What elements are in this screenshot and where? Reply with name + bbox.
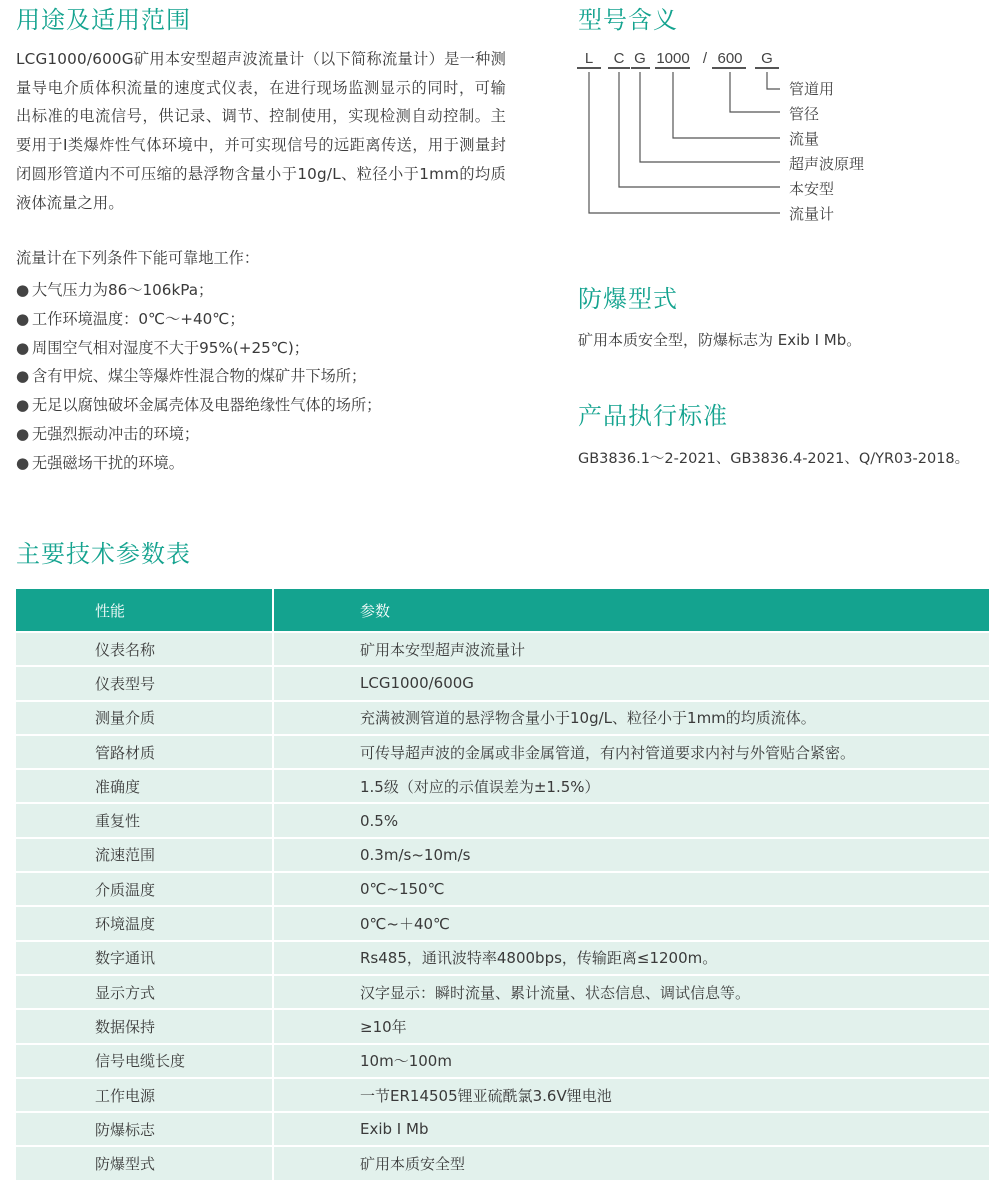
table-row (16, 1009, 989, 1043)
model-heading: 型号含义 (578, 6, 678, 34)
standard-text: GB3836.1～2-2021、GB3836.4-2021、Q/YR03-2018。 (578, 451, 970, 467)
condition-item: ● 无足以腐蚀破坏金属壳体及电器绝缘性气体的场所； (16, 391, 381, 420)
condition-item: ● 周围空气相对湿度不大于95%(+25℃)； (16, 334, 381, 363)
row-label: 流速范围 (16, 838, 273, 872)
table-row (16, 666, 989, 700)
table-row (16, 838, 989, 872)
row-label: 信号电缆长度 (16, 1044, 273, 1078)
row-value: 0.5% (273, 803, 989, 837)
row-label: 数字通讯 (16, 941, 273, 975)
code-letter: G (634, 50, 646, 67)
row-label: 管路材质 (16, 735, 273, 769)
row-value: 0℃~150℃ (273, 872, 989, 906)
row-label: 测量介质 (16, 701, 273, 735)
meaning-label: 超声波原理 (789, 156, 865, 173)
row-label: 防爆标志 (16, 1112, 273, 1146)
row-label: 介质温度 (16, 872, 273, 906)
table-header-row (16, 589, 989, 632)
explosion-text: 矿用本质安全型，防爆标志为 Exib I Mb。 (578, 331, 862, 349)
usage-heading: 用途及适用范围 (16, 6, 191, 34)
meaning-label: 流量 (789, 131, 820, 148)
table-row (16, 1044, 989, 1078)
table-row (16, 906, 989, 940)
row-label: 工作电源 (16, 1078, 273, 1112)
table-row (16, 1112, 989, 1146)
table-row (16, 632, 989, 666)
row-value: Exib I Mb (273, 1112, 989, 1146)
table-heading: 主要技术参数表 (16, 540, 191, 568)
condition-item: ● 工作环境温度：0℃～+40℃； (16, 305, 381, 334)
row-label: 显示方式 (16, 975, 273, 1009)
connector-lines (577, 67, 780, 213)
row-value: Rs485，通讯波特率4800bps，传输距离≤1200m。 (273, 941, 989, 975)
condition-item: ● 含有甲烷、煤尘等爆炸性混合物的煤矿井下场所； (16, 362, 381, 391)
row-value: 一节ER14505锂亚硫酰氯3.6V锂电池 (273, 1078, 989, 1112)
code-letter: C (613, 50, 625, 67)
code-letter: / (702, 50, 708, 67)
row-value: LCG1000/600G (273, 666, 989, 700)
code-letter: L (584, 50, 594, 67)
usage-paragraph: LCG1000/600G矿用本安型超声波流量计（以下简称流量计）是一种测量导电介质体积流量的速度式仪表，在进行现场监测显示的同时，可输出标准的电流信号，供记录、调节、控制使用，实现检测自动控制。主要用于Ⅰ类爆炸性气体环境中，并可实现信号的远距离传送，用于测量封闭圆形管道内不可压缩的悬浮物含量小于10g/L、粒径小于1mm的均质液体流量之用。 (16, 50, 506, 212)
bullet-icon: ● (16, 281, 30, 299)
row-value: 0.3m/s~10m/s (273, 838, 989, 872)
standard-heading: 产品执行标准 (578, 402, 728, 430)
bullet-icon: ● (16, 396, 30, 415)
table-row (16, 701, 989, 735)
column-header: 性能 (16, 589, 273, 632)
table-row (16, 735, 989, 769)
row-value: 可传导超声波的金属或非金属管道，有内衬管道要求内衬与外管贴合紧密。 (273, 735, 989, 769)
conditions-title: 流量计在下列条件下能可靠地工作： (16, 249, 259, 267)
model-code-diagram (575, 44, 885, 229)
row-label: 数据保持 (16, 1009, 273, 1043)
row-label: 环境温度 (16, 906, 273, 940)
row-value: ≥10年 (273, 1009, 989, 1043)
explosion-heading: 防爆型式 (578, 285, 678, 313)
row-label: 防爆型式 (16, 1146, 273, 1179)
table-row (16, 872, 989, 906)
table-row (16, 975, 989, 1009)
row-value: 汉字显示：瞬时流量、累计流量、状态信息、调试信息等。 (273, 975, 989, 1009)
bullet-icon: ● (16, 367, 30, 386)
row-value: 矿用本安型超声波流量计 (273, 632, 989, 666)
code-letter: 600 (717, 50, 743, 67)
bullet-icon: ● (16, 453, 30, 472)
row-value: 1.5级（对应的示值误差为±1.5%） (273, 769, 989, 803)
table-row (16, 941, 989, 975)
meaning-label: 本安型 (789, 181, 835, 198)
parameter-table (16, 589, 989, 1180)
row-value: 10m～100m (273, 1044, 989, 1078)
bullet-icon: ● (16, 338, 30, 357)
table-row (16, 803, 989, 837)
condition-item: ● 无强磁场干扰的环境。 (16, 449, 381, 478)
table-row (16, 1078, 989, 1112)
bullet-icon: ● (16, 309, 30, 328)
bullet-icon: ● (16, 424, 30, 443)
column-header: 参数 (273, 589, 989, 632)
conditions-list (16, 276, 381, 478)
code-letter: 1000 (656, 50, 690, 67)
row-label: 仪表型号 (16, 666, 273, 700)
row-label: 准确度 (16, 769, 273, 803)
condition-item: ● 大气压力为86～106kPa； (16, 276, 381, 305)
meaning-label: 流量计 (789, 206, 835, 223)
row-value: 充满被测管道的悬浮物含量小于10g/L、粒径小于1mm的均质流体。 (273, 701, 989, 735)
row-label: 重复性 (16, 803, 273, 837)
row-label: 仪表名称 (16, 632, 273, 666)
table-row (16, 769, 989, 803)
row-value: 矿用本质安全型 (273, 1146, 989, 1179)
code-letter: G (761, 50, 773, 67)
meaning-label: 管道用 (789, 81, 835, 98)
row-value: 0℃~＋40℃ (273, 906, 989, 940)
meaning-label: 管径 (789, 106, 820, 123)
table-row (16, 1146, 989, 1179)
condition-item: ● 无强烈振动冲击的环境； (16, 420, 381, 449)
